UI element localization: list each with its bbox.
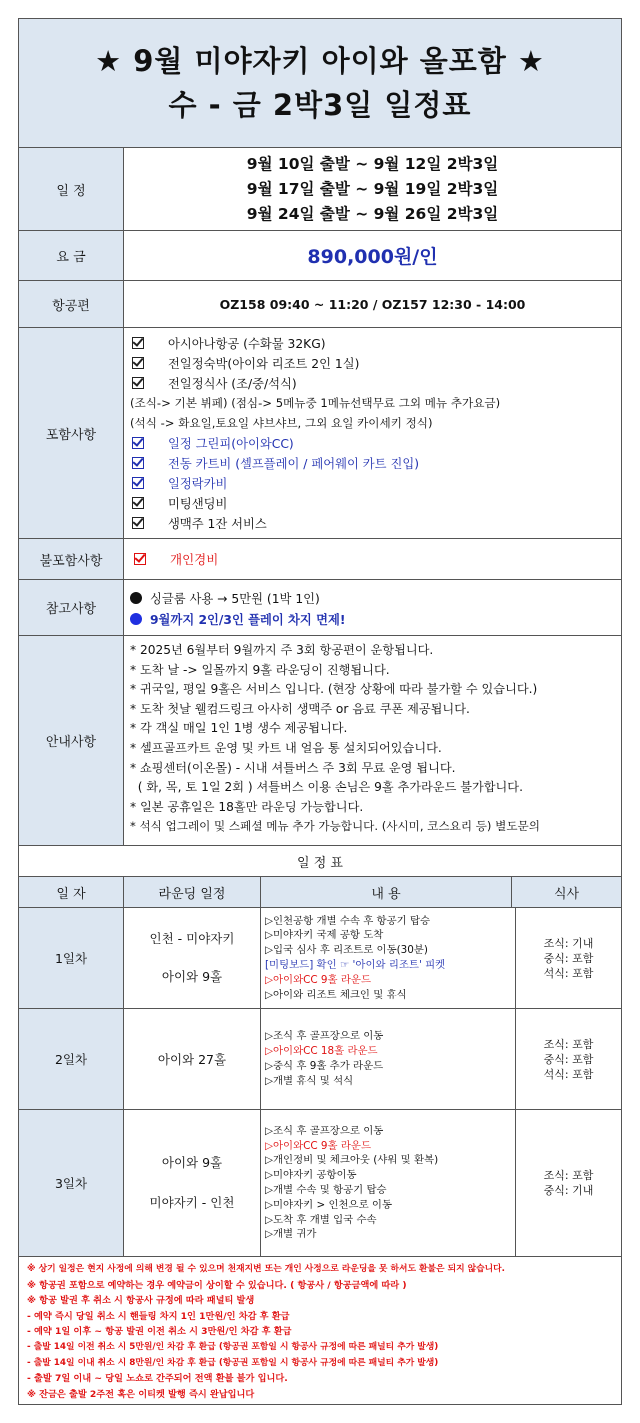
day-meals — [516, 1110, 621, 1256]
warning-line: ※ 항공 발권 후 취소 시 항공사 규정에 따라 패널티 발생 — [27, 1295, 255, 1307]
checkbox-icon — [132, 477, 144, 489]
note-line: * 셀프골프카트 운영 및 카트 내 얼음 통 설치되어있습니다. — [130, 740, 442, 755]
header-rounding: 라운딩 일정 — [124, 877, 261, 907]
checkbox-icon — [132, 337, 144, 349]
content-line: ▷아이와CC 9홀 라운드 — [265, 1139, 371, 1152]
included-item-text: (석식 -> 화요일,토요일 샤브샤브, 그외 요일 카이세키 정식) — [130, 416, 433, 430]
warning-line: - 예약 1일 이후 ~ 항공 발권 이전 취소 시 3만원/인 차감 후 환급 — [27, 1326, 292, 1338]
reference-item — [130, 608, 621, 629]
included-item — [130, 513, 621, 533]
checkbox-icon — [132, 377, 144, 389]
warning-line: ※ 항공권 포함으로 예약하는 경우 예약금이 상이할 수 있습니다. ( 항공사 / 항공금액에 따라 ) — [27, 1279, 407, 1291]
header-day: 일 자 — [19, 877, 124, 907]
warning-line: - 출발 14일 이내 취소 시 8만원/인 차감 후 환급 (항공권 포함일 시 항공사 규정에 따른 패널티 추가 발생) — [27, 1357, 439, 1368]
included-item — [130, 353, 621, 373]
itinerary-sheet — [18, 18, 622, 1405]
warning-notes — [19, 1257, 621, 1404]
row-reference — [19, 580, 621, 636]
rounding-line: 인천 - 미야자키 — [149, 931, 235, 946]
excluded-cell — [124, 539, 621, 579]
day-rounding — [124, 1110, 261, 1256]
date-line: 9월 24일 출발 ~ 9월 26일 2박3일 — [246, 204, 499, 223]
checkbox-icon — [132, 357, 144, 369]
excluded-item: 개인경비 — [170, 552, 219, 567]
schedule-dates — [124, 148, 621, 230]
note-line: * 각 객실 매일 1인 1병 생수 제공됩니다. — [130, 721, 348, 736]
checkbox-icon — [132, 457, 144, 469]
bullet-icon — [130, 613, 142, 625]
warning-line: - 출발 7일 이내 ~ 당일 노쇼로 간주되어 전액 환불 불가 입니다. — [27, 1373, 288, 1385]
content-line: ▷아이와CC 18홀 라운드 — [265, 1045, 378, 1058]
rounding-line: 아이와 9홀 — [161, 1155, 223, 1170]
reference-list — [124, 580, 621, 635]
price-cell — [124, 231, 621, 280]
flight-cell — [124, 281, 621, 327]
row-included — [19, 328, 621, 539]
checkbox-icon — [132, 497, 144, 509]
content-line: ▷미야자키 > 인천으로 이동 — [265, 1198, 392, 1211]
meal-line: 조식: 포함 — [543, 1037, 594, 1051]
included-item — [130, 333, 621, 353]
label-notes: 안내사항 — [19, 636, 124, 845]
content-line: ▷개인정비 및 체크아웃 (샤워 및 환복) — [265, 1154, 439, 1167]
content-line: ▷미야자키 국제 공항 도착 — [265, 929, 384, 942]
note-line: * 도착 첫날 웰컴드링크 아사히 생맥주 or 음료 쿠폰 제공됩니다. — [130, 701, 470, 716]
itinerary-header — [19, 877, 621, 908]
notes-list — [124, 636, 621, 845]
checkbox-icon — [132, 437, 144, 449]
meal-line: 중식: 포함 — [543, 1052, 594, 1066]
label-excluded: 불포함사항 — [19, 539, 124, 579]
content-line: ▷도착 후 개별 입국 수속 — [265, 1213, 377, 1226]
flight-value: OZ158 09:40 ~ 11:20 / OZ157 12:30 - 14:00 — [219, 296, 526, 312]
note-line: ( 화, 목, 토 1일 2회 ) 셔틀버스 이용 손님은 9홀 추가라운드 불가합니다. — [130, 780, 523, 795]
meal-line: 중식: 기내 — [543, 1184, 594, 1197]
included-item-text: 전동 카트비 (셀프플레이 / 페어웨이 카트 진입) — [168, 457, 420, 471]
note-line: * 도착 날 -> 일몰까지 9홀 라운딩이 진행됩니다. — [130, 662, 390, 677]
day-meals — [516, 908, 621, 1008]
itinerary-day-3 — [19, 1110, 621, 1257]
meal-line: 석식: 포함 — [543, 966, 594, 980]
row-excluded — [19, 539, 621, 580]
date-line: 9월 17일 출발 ~ 9월 19일 2박3일 — [246, 179, 499, 198]
content-line: ▷개별 수속 및 항공기 탑승 — [265, 1184, 387, 1196]
included-item-text: 아시아나항공 (수화물 32KG) — [168, 337, 326, 351]
row-schedule-dates — [19, 148, 621, 231]
content-line: ▷입국 심사 후 리조트로 이동(30분) — [265, 944, 428, 957]
header-content: 내 용 — [261, 877, 512, 907]
reference-text: 9월까지 2인/3인 플레이 차지 면제! — [150, 612, 346, 627]
itinerary-title: 일 정 표 — [19, 846, 621, 877]
day-content — [261, 1009, 516, 1109]
bullet-icon — [130, 592, 142, 604]
included-item — [130, 413, 621, 433]
day-rounding — [124, 1009, 261, 1109]
title-line-1: ★ 9월 미야자키 아이와 올포함 ★ — [95, 44, 545, 78]
day-label: 3일차 — [19, 1110, 124, 1256]
note-line: * 2025년 6월부터 9월까지 주 3회 항공편이 운항됩니다. — [130, 643, 434, 657]
included-item-text: 생맥주 1잔 서비스 — [168, 517, 267, 531]
note-line: * 쇼핑센터(이온몰) - 시내 셔틀버스 주 3회 무료 운영 됩니다. — [130, 760, 456, 775]
meal-line: 석식: 포함 — [543, 1067, 594, 1081]
row-flight — [19, 281, 621, 328]
content-line: ▷미야자키 공항이동 — [265, 1169, 357, 1182]
day-meals — [516, 1009, 621, 1109]
included-item — [130, 433, 621, 453]
day-label: 2일차 — [19, 1009, 124, 1109]
warning-line: ※ 상기 일정은 현지 사정에 의해 변경 될 수 있으며 천재지변 또는 개인 사정으로 라운딩을 못 하셔도 환불은 되지 않습니다. — [27, 1264, 505, 1274]
content-line: ▷조식 후 골프장으로 이동 — [265, 1030, 384, 1043]
rounding-line: 미야자키 - 인천 — [149, 1195, 235, 1210]
rounding-line: 아이와 9홀 — [161, 969, 223, 984]
content-line: ▷아이와 리조트 체크인 및 휴식 — [265, 988, 407, 1001]
itinerary-day-1 — [19, 908, 621, 1009]
note-line: * 일본 공휴일은 18홀만 라운딩 가능합니다. — [130, 799, 364, 814]
label-schedule: 일 정 — [19, 148, 124, 230]
reference-item — [130, 587, 621, 608]
warning-line: - 예약 즉시 당일 취소 시 핸들링 차지 1인 1만원/인 차감 후 환급 — [27, 1310, 290, 1322]
row-notes — [19, 636, 621, 846]
warning-line: ※ 잔금은 출발 2주전 혹은 이티켓 발행 즉시 완납입니다 — [27, 1388, 255, 1400]
included-item — [130, 393, 621, 413]
label-reference: 참고사항 — [19, 580, 124, 635]
meal-line: 중식: 포함 — [543, 951, 594, 965]
itinerary-day-2 — [19, 1009, 621, 1110]
included-item-text: 일정 그린피(아이와CC) — [168, 437, 294, 451]
included-item — [130, 473, 621, 493]
day-label: 1일차 — [19, 908, 124, 1008]
included-item — [130, 453, 621, 473]
price-value: 890,000원/인 — [307, 246, 438, 268]
label-price: 요 금 — [19, 231, 124, 280]
note-line: * 귀국일, 평일 9홀은 서비스 입니다. (현장 상황에 따라 불가할 수 있습니다.) — [130, 682, 538, 697]
included-item — [130, 373, 621, 393]
included-item — [130, 493, 621, 513]
included-item-text: (조식-> 기본 뷔페) (점심-> 5메뉴중 1메뉴선택무료 그외 메뉴 추가요금) — [130, 396, 501, 410]
note-line: * 석식 업그레이 및 스페셜 메뉴 추가 가능합니다. (사시미, 코스요리 등) 별도문의 — [130, 819, 540, 834]
day-content — [261, 908, 516, 1008]
label-flight: 항공편 — [19, 281, 124, 327]
included-list — [124, 328, 621, 538]
content-line: ▷조식 후 골프장으로 이동 — [265, 1124, 384, 1137]
row-price — [19, 231, 621, 281]
included-item-text: 전일정숙박(아이와 리조트 2인 1실) — [168, 357, 360, 371]
content-line: ▷아이와CC 9홀 라운드 — [265, 973, 371, 986]
included-item-text: 미팅샌딩비 — [168, 497, 228, 511]
checkbox-icon — [132, 517, 144, 529]
content-line: ▷개별 휴식 및 석식 — [265, 1074, 354, 1087]
rounding-line: 아이와 27홀 — [157, 1052, 227, 1067]
content-line: [미팅보드] 확인 ☞ '아이와 리조트' 피켓 — [265, 959, 446, 971]
day-rounding — [124, 908, 261, 1008]
included-item-text: 전일정식사 (조/중/석식) — [168, 377, 297, 391]
title-block — [19, 19, 621, 148]
header-meals: 식사 — [553, 886, 580, 902]
title-line-2: 수 - 금 2박3일 일정표 — [168, 88, 472, 122]
content-line: ▷개별 귀가 — [265, 1228, 317, 1241]
meal-line: 조식: 포함 — [543, 1169, 594, 1182]
included-item-text: 일정락카비 — [168, 477, 228, 491]
day-content — [261, 1110, 516, 1256]
warning-line: - 출발 14일 이전 취소 시 5만원/인 차감 후 환급 (항공권 포함일 시 항공사 규정에 따른 패널티 추가 발생) — [27, 1341, 439, 1352]
date-line: 9월 10일 출발 ~ 9월 12일 2박3일 — [246, 154, 499, 173]
content-line: ▷중식 후 9홀 추가 라운드 — [265, 1060, 384, 1072]
content-line: ▷인천공항 개별 수속 후 항공기 탑승 — [265, 914, 431, 927]
label-included: 포함사항 — [19, 328, 124, 538]
checkbox-icon — [134, 553, 146, 565]
reference-text: 싱글룸 사용 → 5만원 (1박 1인) — [150, 591, 320, 606]
meal-line: 조식: 기내 — [543, 936, 594, 950]
